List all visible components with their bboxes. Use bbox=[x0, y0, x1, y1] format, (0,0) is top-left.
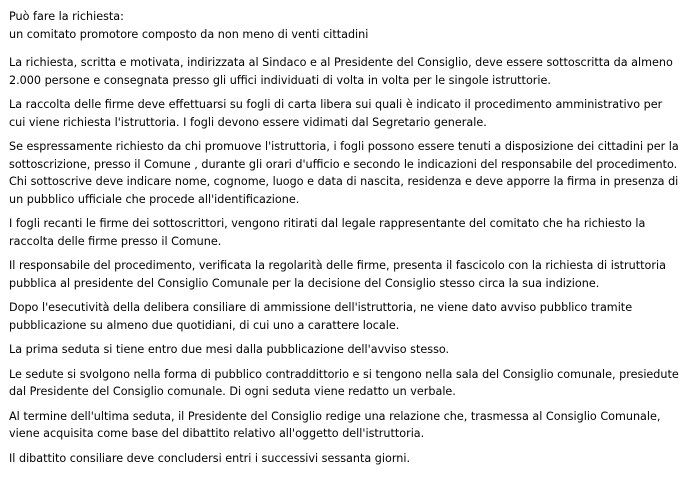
paragraph-signature-availability: Se espressamente richiesto da chi promuove l'istruttoria, i fogli possono essere tenuti a disposizione dei cittadini per la sottoscrizione, presso il Comune , durante gli orari d'ufficio e secondo le indicazioni del responsabile del procedimento. Chi sottoscrive deve indicare nome, cognome, luogo e data di nascita, residenza e deve apporre la firma in presenza di un pubblico ufficiale che procede all'identificazione. bbox=[9, 140, 679, 206]
paragraph-public-notice: Dopo l'esecutività della delibera consiliare di ammissione dell'istruttoria, ne viene dato avviso pubblico tramite pubblicazione su almeno due quotidiani, di cui uno a carattere locale. bbox=[9, 301, 633, 332]
paragraph-first-session: La prima seduta si tiene entro due mesi dalla pubblicazione dell'avviso stesso. bbox=[9, 343, 450, 356]
intro-heading: Può fare la richiesta: bbox=[9, 10, 124, 23]
intro-requester: un comitato promotore composto da non meno di venti cittadini bbox=[9, 27, 369, 41]
paragraph-debate-deadline: Il dibattito consiliare deve concludersi entri i successivi sessanta giorni. bbox=[9, 451, 411, 465]
paragraph-sheet-withdrawal: I fogli recanti le firme dei sottoscrittori, vengono ritirati dal legale rappresentante del comitato che ha richiesto la raccolta delle firme presso il Comune. bbox=[9, 217, 646, 248]
paragraph-signature-collection: La raccolta delle firme deve effettuarsi su fogli di carta libera sui quali è indicato il procedimento amministrativo per cui viene richiesta l'istruttoria. I fogli devono essere vidimati dal Segretario generale. bbox=[9, 98, 663, 129]
paragraph-sessions: Le sedute si svolgono nella forma di pubblico contraddittorio e si tengono nella sala del Consiglio comunale, presiedute dal Presidente del Consiglio comunale. Di ogni seduta viene redatto un verbale. bbox=[9, 367, 679, 398]
paragraph-request: La richiesta, scritta e motivata, indirizzata al Sindaco e al Presidente del Consiglio, deve essere sottoscritta da almeno 2.000 persone e consegnata presso gli uffici individuati di volta in volta per le singole istruttorie. bbox=[9, 56, 673, 87]
paragraph-final-report: Al termine dell'ultima seduta, il Presidente del Consiglio redige una relazione che, trasmessa al Consiglio Comunale, viene acquisita come base del dibattito relativo all'oggetto dell'istruttoria. bbox=[9, 409, 661, 440]
paragraph-verification: Il responsabile del procedimento, verificata la regolarità delle firme, presenta il fascicolo con la richiesta di istruttoria pubblica al presidente del Consiglio Comunale per la decisione del Consiglio stesso circa la sua indizione. bbox=[9, 259, 666, 290]
intro-block bbox=[9, 8, 679, 43]
